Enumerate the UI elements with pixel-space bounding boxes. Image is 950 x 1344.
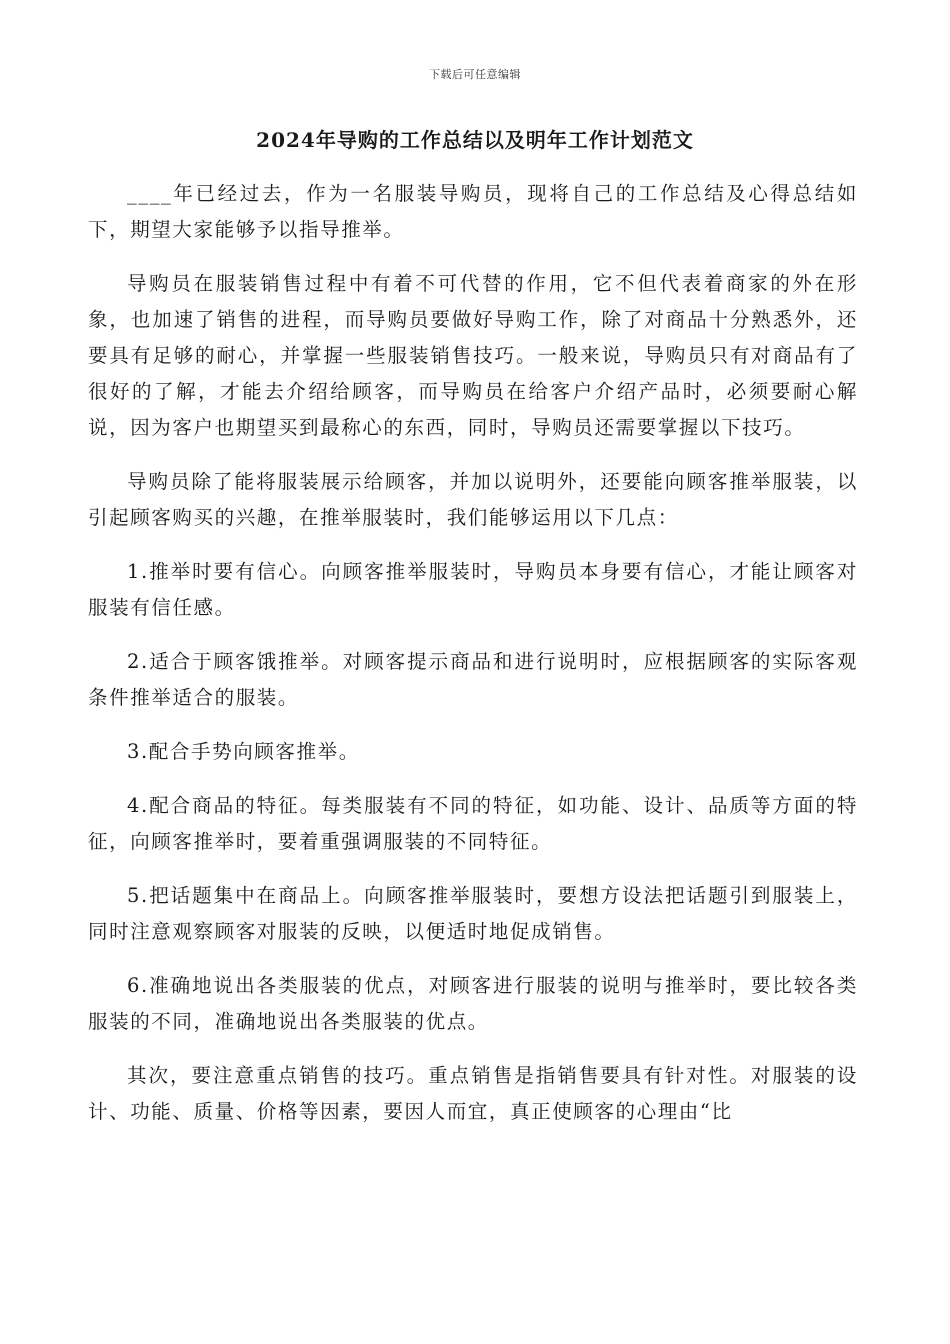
document-title: 2024年导购的工作总结以及明年工作计划范文 <box>256 128 694 152</box>
page-header: 下载后可任意编辑 <box>429 68 521 81</box>
list-item-1: 1.推举时要有信心。向顾客推举服装时，导购员本身要有信心，才能让顾客对服装有信任感。 <box>88 560 858 619</box>
paragraph-recommend: 导购员除了能将服装展示给顾客，并加以说明外，还要能向顾客推举服装，以引起顾客购买的兴趣，在推举服装时，我们能够运用以下几点： <box>88 470 858 529</box>
paragraph-role: 导购员在服装销售过程中有着不可代替的作用，它不但代表着商家的外在形象，也加速了销售的进程，而导购员要做好导购工作，除了对商品十分熟悉外，还要具有足够的耐心，并掌握一些服装销售技巧。一般来说，导购员只有对商品有了很好的了解，才能去介绍给顾客，而导购员在给客户介绍产品时，必须要耐心解说，因为客户也期望买到最称心的东西，同时，导购员还需要掌握以下技巧。 <box>88 272 858 439</box>
list-item-5: 5.把话题集中在商品上。向顾客推举服装时，要想方设法把话题引到服装上，同时注意观察顾客对服装的反映，以便适时地促成销售。 <box>88 884 858 943</box>
list-item-2: 2.适合于顾客饿推举。对顾客提示商品和进行说明时，应根据顾客的实际客观条件推举适合的服装。 <box>88 650 858 709</box>
list-item-6: 6.准确地说出各类服装的优点，对顾客进行服装的说明与推举时，要比较各类服装的不同，准确地说出各类服装的优点。 <box>88 974 858 1033</box>
paragraph-intro: ____年已经过去，作为一名服装导购员，现将自己的工作总结及心得总结如下，期望大家能够予以指导推举。 <box>88 182 858 241</box>
list-item-3: 3.配合手势向顾客推举。 <box>127 740 360 763</box>
document-body <box>88 176 858 1148</box>
list-item-4: 4.配合商品的特征。每类服装有不同的特征，如功能、设计、品质等方面的特征，向顾客推举时，要着重强调服装的不同特征。 <box>88 794 858 853</box>
paragraph-focus-sales: 其次，要注意重点销售的技巧。重点销售是指销售要具有针对性。对服装的设计、功能、质量、价格等因素，要因人而宜，真正使顾客的心理由“比 <box>88 1064 858 1123</box>
